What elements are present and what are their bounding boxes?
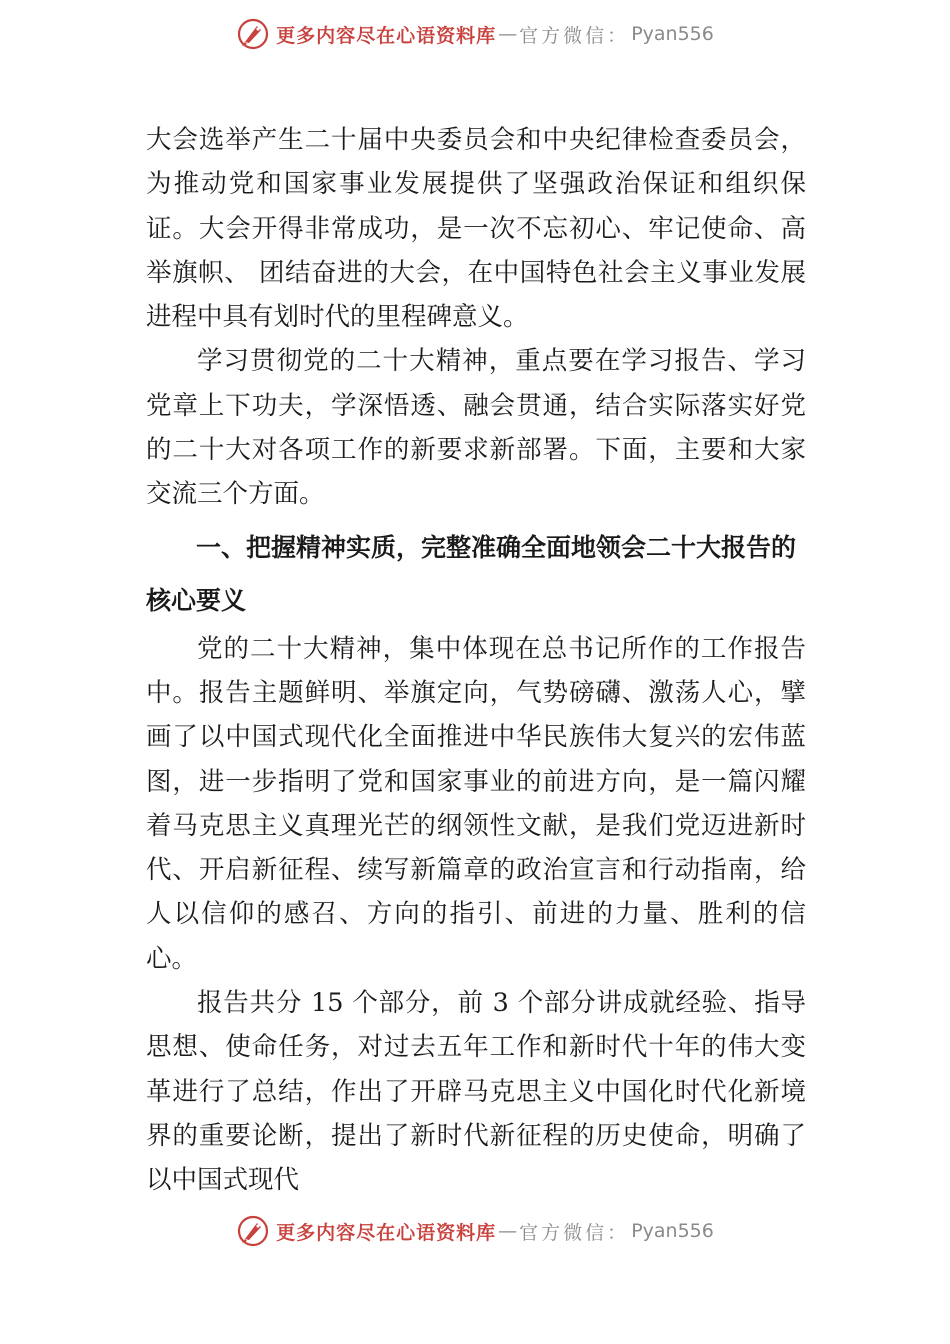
paragraph: 大会选举产生二十届中央委员会和中央纪律检查委员会，为推动党和国家事业发展提供了坚强政治保证和组织保证。大会开得非常成功，是一次不忘初心、牢记使命、高举旗帜、 团结奋进的大会，在中国特色社会主义事业发展进程中具有划时代的里程碑意义。 — [146, 125, 806, 333]
paragraph: 报告共分 15 个部分，前 3 个部分讲成就经验、指导思想、使命任务，对过去五年工作和新时代十年的伟大变革进行了总结，作出了开辟马克思主义中国化时代化新境界的重要论断，提出了新时代新征程的历史使命，明确了以中国式现代 — [146, 988, 806, 1196]
wechat-id: Pyan556 — [631, 23, 714, 45]
wechat-label: 官方微信： — [519, 1221, 630, 1244]
banner-title: 更多内容尽在心语资料库 — [276, 24, 497, 47]
pen-nib-logo-icon — [236, 17, 270, 51]
banner-separator: — — [498, 1220, 518, 1242]
section-heading: 一、把握精神实质，完整准确全面地领会二十大报告的核心要义 — [146, 532, 797, 615]
header-banner — [0, 14, 950, 54]
document-body — [146, 118, 806, 1203]
footer-banner — [0, 1211, 950, 1251]
paragraph: 党的二十大精神，集中体现在总书记所作的工作报告中。报告主题鲜明、举旗定向，气势磅礴、激荡人心，擘画了以中国式现代化全面推进中华民族伟大复兴的宏伟蓝图，进一步指明了党和国家事业的前进方向，是一篇闪耀着马克思主义真理光芒的纲领性文献，是我们党迈进新时代、开启新征程、续写新篇章的政治宣言和行动指南，给人以信仰的感召、方向的指引、前进的力量、胜利的信心。 — [146, 633, 806, 974]
wechat-id: Pyan556 — [631, 1220, 714, 1242]
banner-separator: — — [498, 23, 518, 45]
paragraph: 学习贯彻党的二十大精神，重点要在学习报告、学习党章上下功夫，学深悟透、融会贯通，结合实际落实好党的二十大对各项工作的新要求新部署。下面，主要和大家交流三个方面。 — [146, 346, 806, 510]
wechat-label: 官方微信： — [519, 24, 630, 47]
banner-title: 更多内容尽在心语资料库 — [276, 1221, 497, 1244]
pen-nib-logo-icon — [236, 1214, 270, 1248]
